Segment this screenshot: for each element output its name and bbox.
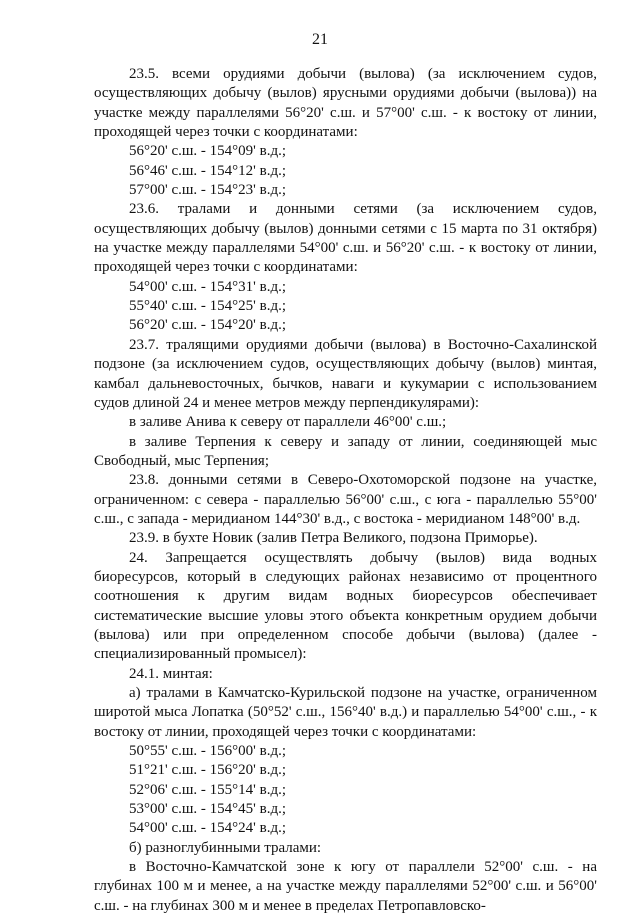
paragraph: 23.8. донными сетями в Северо-Охотоморской подзоне на участке, ограниченном: с севера - параллелью 56°00' с.ш., с юга - параллелью 55°00' с.ш., с запада - меридианом 144°30' в.д., с востока - меридианом 148°00' в.д.: [94, 472, 597, 527]
paragraph: а) тралами в Камчатско-Курильской подзоне на участке, ограниченном широтой мыса Лопатка (50°52' с.ш., 156°40' в.д.) и параллелью 54°00' с.ш., - к востоку от линии, проходящей через точки с координатами:: [94, 685, 597, 740]
coordinate-line: 52°06' с.ш. - 155°14' в.д.;: [129, 781, 286, 798]
coordinate-line: 56°20' с.ш. - 154°09' в.д.;: [129, 143, 286, 160]
coordinate-line: 50°55' с.ш. - 156°00' в.д.;: [129, 743, 286, 760]
coordinate-line: 55°40' с.ш. - 154°25' в.д.;: [129, 298, 286, 315]
paragraph: 23.6. тралами и донными сетями (за исключением судов, осуществляющих добычу (вылов) донными сетями с 15 марта по 31 октября) на участке между параллелями 54°00' с.ш. и 56°20' с.ш. - к востоку от линии, проходящей через точки с координатами:: [94, 201, 597, 276]
coordinate-line: 54°00' с.ш. - 154°31' в.д.;: [129, 278, 286, 295]
paragraph: 24.1. минтая:: [129, 665, 213, 682]
coordinate-line: 56°20' с.ш. - 154°20' в.д.;: [129, 317, 286, 334]
paragraph: в заливе Анива к северу от параллели 46°00' с.ш.;: [129, 414, 447, 431]
paragraph: в заливе Терпения к северу и западу от линии, соединяющей мыс Свободный, мыс Терпения;: [94, 433, 597, 469]
coordinate-line: 54°00' с.ш. - 154°24' в.д.;: [129, 820, 286, 837]
coordinate-line: 56°46' с.ш. - 154°12' в.д.;: [129, 162, 286, 179]
paragraph: в Восточно-Камчатской зоне к югу от параллели 52°00' с.ш. - на глубинах 100 м и менее, а на участке между параллелями 52°00' с.ш. и 56°00' с.ш. - на глубинах 300 м и менее в пределах Петропавловско-: [94, 859, 597, 914]
paragraph: 24. Запрещается осуществлять добычу (вылов) вида водных биоресурсов, который в следующих районах независимо от процентного соотношения к другим видам водных биоресурсов обеспечивает систематические высшие уловы этого объекта конкретным орудием добычи (вылова) или при определенном способе добычи (вылова) (далее - специализированный промысел):: [94, 549, 597, 663]
coordinate-line: 51°21' с.ш. - 156°20' в.д.;: [129, 762, 286, 779]
coordinate-line: 57°00' с.ш. - 154°23' в.д.;: [129, 182, 286, 199]
paragraph: 23.7. тралящими орудиями добычи (вылова) в Восточно-Сахалинской подзоне (за исключением судов, осуществляющих добычу (вылов) минтая, камбал дальневосточных, бычков, наваги и кукумарии с использованием судов длиной 24 и менее метров между перпендикулярами):: [94, 336, 597, 411]
paragraph: 23.9. в бухте Новик (залив Петра Великого, подзона Приморье).: [129, 530, 538, 547]
paragraph: б) разноглубинными тралами:: [129, 839, 322, 856]
document-body: [94, 65, 597, 916]
page-number: 21: [312, 31, 328, 48]
coordinate-line: 53°00' с.ш. - 154°45' в.д.;: [129, 801, 286, 818]
paragraph: 23.5. всеми орудиями добычи (вылова) (за исключением судов, осуществляющих добычу (вылов) ярусными орудиями добычи (вылова)) на участке между параллелями 56°20' с.ш. и 57°00' с.ш. - к востоку от линии, проходящей через точки с координатами:: [94, 66, 597, 141]
